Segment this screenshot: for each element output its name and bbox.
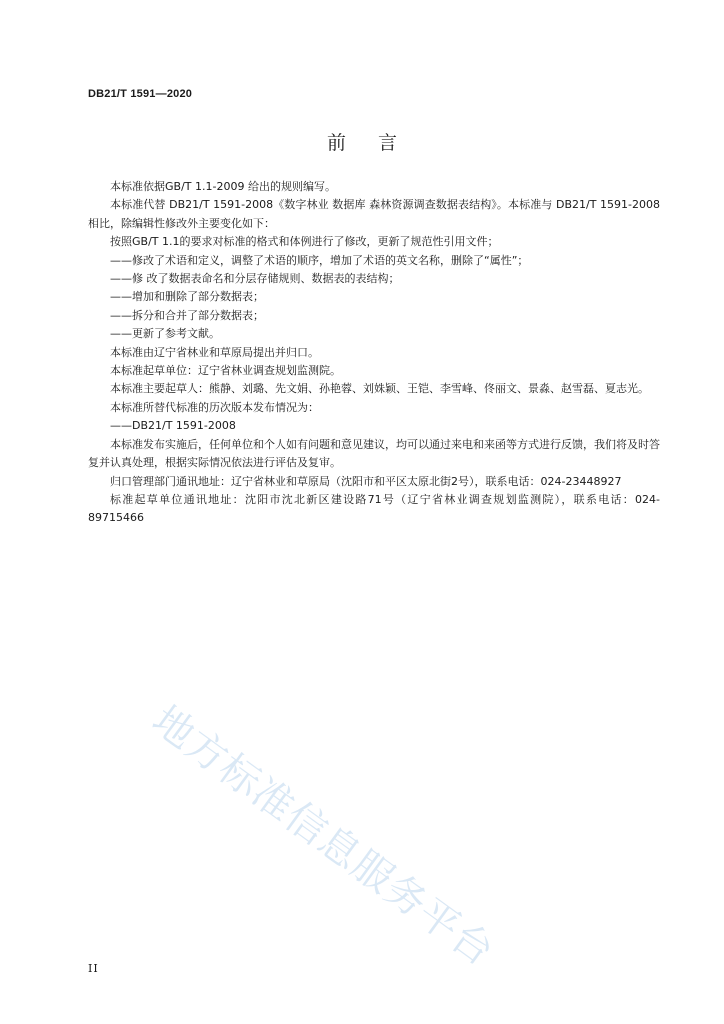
standard-code: DB21/T 1591—2020 [88,88,193,100]
paragraph-drafter-address: 标准起草单位通讯地址：沈阳市沈北新区建设路71号（辽宁省林业调查规划监测院），联系电话：024-89715466 [88,492,660,525]
page-title: 前言 [326,132,429,154]
paragraph-drafters: 本标准主要起草人：熊静、刘璐、先文娟、孙艳蓉、刘姝颖、王铠、李雪峰、佟丽文、景淼、赵雪磊、夏志光。 [110,382,649,396]
change-item-table-naming: ——修 改了数据表命名和分层存储规则、数据表的表结构； [110,272,400,286]
change-item-add-delete: ——增加和删除了部分数据表； [110,290,264,304]
change-item-split-merge: ——拆分和合并了部分数据表； [110,308,264,322]
page-number: II [88,962,99,975]
paragraph-proposer: 本标准由辽宁省林业和草原局提出并归口。 [110,345,319,359]
change-item-terms: ——修改了术语和定义，调整了术语的顺序，增加了术语的英文名称，删除了“属性”； [110,253,529,267]
paragraph-format-change: 按照GB/T 1.1的要求对标准的格式和体例进行了修改，更新了规范性引用文件； [110,235,499,249]
paragraph-drafting-rules: 本标准依据GB/T 1.1-2009 给出的规则编写。 [110,180,336,193]
paragraph-drafting-unit: 本标准起草单位：辽宁省林业调查规划监测院。 [110,364,341,378]
change-item-references: ——更新了参考文献。 [110,327,220,341]
watermark: 地方标准信息服务平台 [143,697,503,976]
paragraph-version-history: 本标准所替代标准的历次版本发布情况为： [110,400,319,414]
paragraph-feedback: 本标准发布实施后，任何单位和个人如有问题和意见建议，均可以通过来电和来函等方式进行反馈，我们将及时答复并认真处理，根据实际情况依法进行评估及复审。 [88,437,660,470]
paragraph-replaces: 本标准代替 DB21/T 1591-2008《数字林业 数据库 森林资源调查数据表结构》。本标准与 DB21/T 1591-2008 相比，除编辑性修改外主要变化如下： [88,198,660,230]
version-history-item: ——DB21/T 1591-2008 [110,419,236,433]
paragraph-authority-address: 归口管理部门通讯地址：辽宁省林业和草原局（沈阳市和平区太原北街2号），联系电话：024-23448927 [110,474,622,488]
foreword-body [88,178,660,528]
